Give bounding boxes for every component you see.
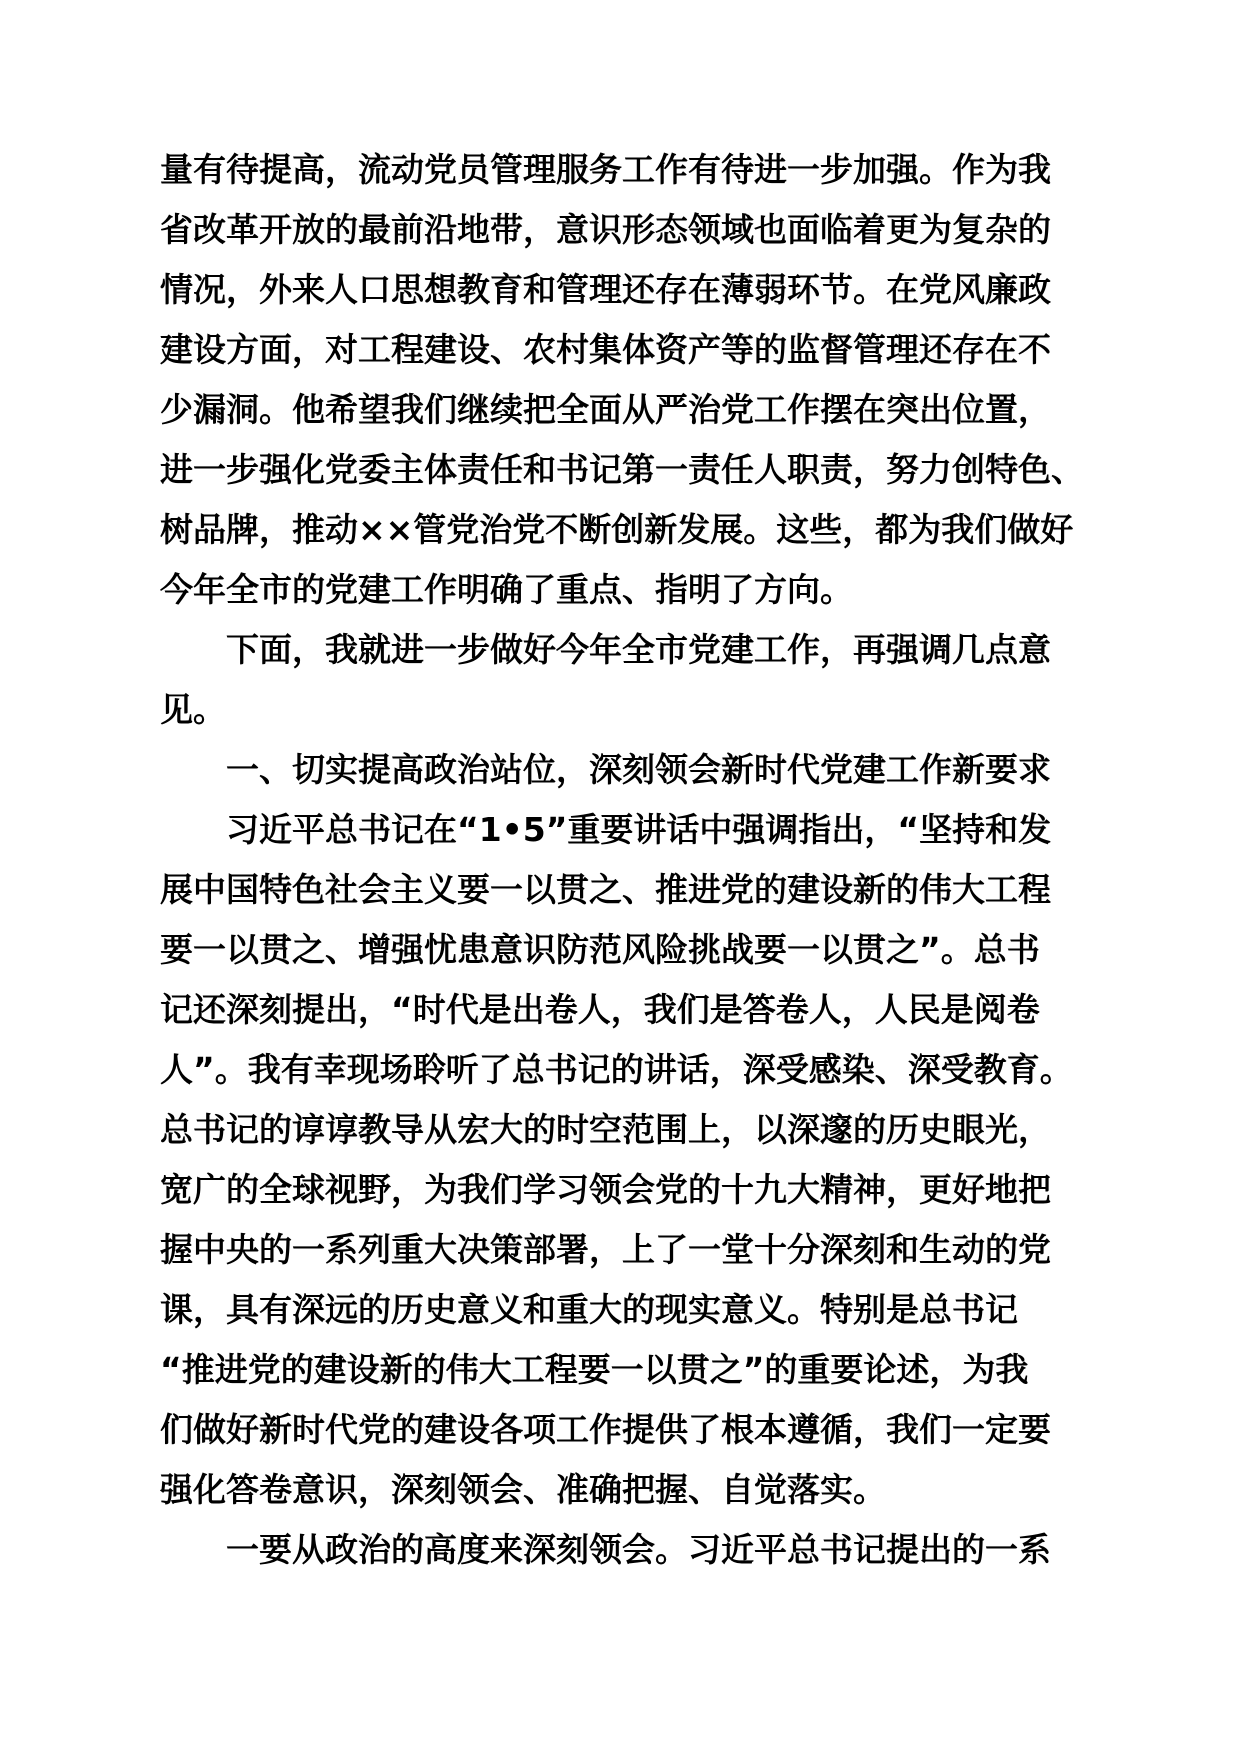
text-line: 总书记的谆谆教导从宏大的时空范围上，以深邃的历史眼光， bbox=[160, 1110, 1051, 1149]
text-line: 强化答卷意识，深刻领会、准确把握、自觉落实。 bbox=[160, 1470, 886, 1509]
text-line: 省改革开放的最前沿地带，意识形态领域也面临着更为复杂的 bbox=[160, 210, 1051, 249]
text-line: 宽广的全球视野，为我们学习领会党的十九大精神，更好地把 bbox=[160, 1170, 1051, 1209]
paragraph-start-line: 下面，我就进一步做好今年全市党建工作，再强调几点意 bbox=[226, 630, 1051, 669]
text-line: 树品牌，推动××管党治党不断创新发展。这些，都为我们做好 bbox=[160, 510, 1074, 549]
text-line: 建设方面，对工程建设、农村集体资产等的监督管理还存在不 bbox=[160, 330, 1051, 369]
text-line: 人”。我有幸现场聆听了总书记的讲话，深受感染、深受教育。 bbox=[160, 1050, 1073, 1089]
text-line: 情况，外来人口思想教育和管理还存在薄弱环节。在党风廉政 bbox=[160, 270, 1051, 309]
text-line: 少漏洞。他希望我们继续把全面从严治党工作摆在突出位置， bbox=[160, 390, 1051, 429]
text-line: 要一以贯之、增强忧患意识防范风险挑战要一以贯之”。总书 bbox=[160, 930, 1040, 969]
text-line: 见。 bbox=[160, 690, 226, 729]
paragraph-start-line: 一要从政治的高度来深刻领会。习近平总书记提出的一系 bbox=[226, 1530, 1051, 1569]
text-line: 握中央的一系列重大决策部署，上了一堂十分深刻和生动的党 bbox=[160, 1230, 1051, 1269]
text-line: 们做好新时代党的建设各项工作提供了根本遵循，我们一定要 bbox=[160, 1410, 1051, 1449]
text-line: 记还深刻提出，“时代是出卷人，我们是答卷人，人民是阅卷 bbox=[160, 990, 1040, 1029]
text-line: 展中国特色社会主义要一以贯之、推进党的建设新的伟大工程 bbox=[160, 870, 1051, 909]
text-line: 课，具有深远的历史意义和重大的现实意义。特别是总书记 bbox=[160, 1290, 1018, 1329]
text-line: 进一步强化党委主体责任和书记第一责任人职责，努力创特色、 bbox=[160, 450, 1084, 489]
paragraph-start-line: 习近平总书记在“1•5”重要讲话中强调指出，“坚持和发 bbox=[226, 810, 1052, 849]
text-line: “推进党的建设新的伟大工程要一以贯之”的重要论述，为我 bbox=[160, 1350, 1029, 1389]
section-heading: 一、切实提高政治站位，深刻领会新时代党建工作新要求 bbox=[226, 750, 1051, 789]
text-line: 今年全市的党建工作明确了重点、指明了方向。 bbox=[160, 570, 853, 609]
text-line: 量有待提高，流动党员管理服务工作有待进一步加强。作为我 bbox=[160, 150, 1051, 189]
